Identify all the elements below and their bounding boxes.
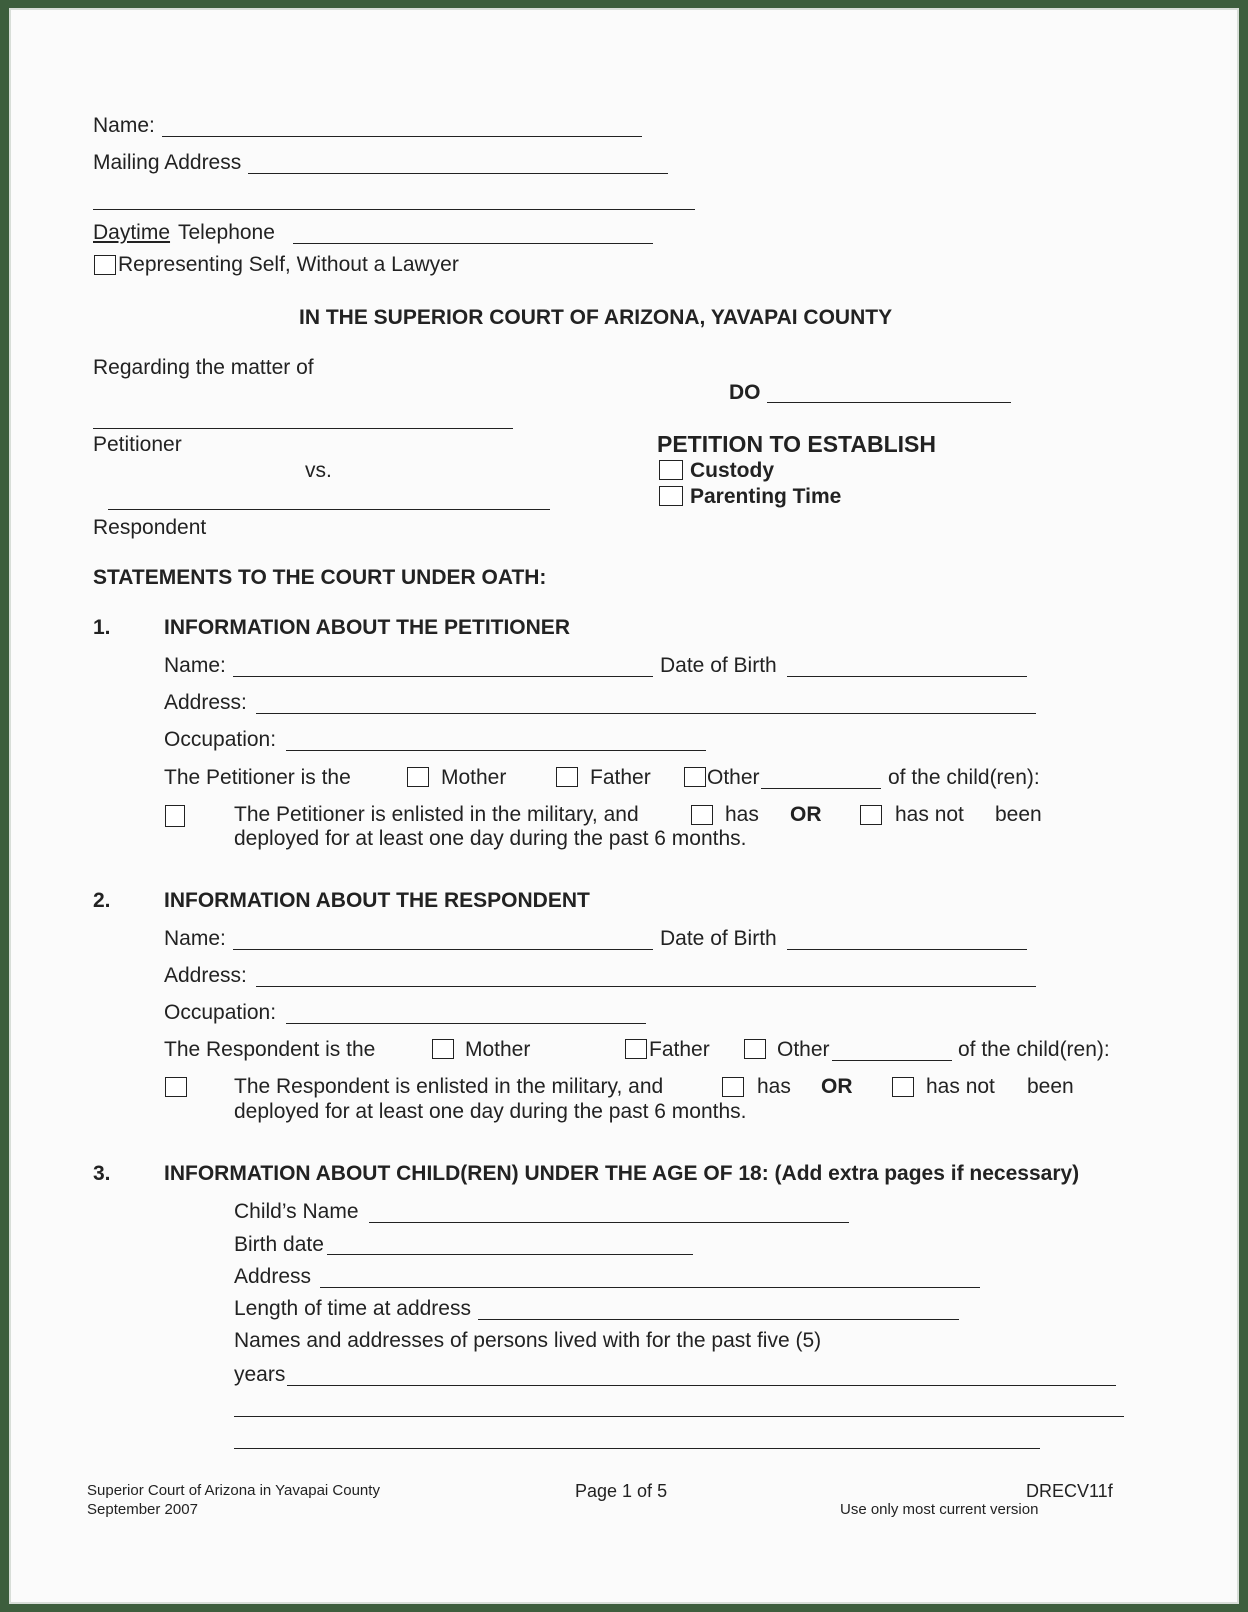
petitioner-been-label: been <box>995 803 1042 826</box>
footer-court: Superior Court of Arizona in Yavapai County <box>87 1482 380 1499</box>
child-address-input-line[interactable] <box>320 1287 980 1288</box>
daytime-label: Daytime <box>93 221 171 244</box>
petitioner-address-input-line[interactable] <box>256 713 1036 714</box>
respondent-name-input-line[interactable] <box>233 949 653 950</box>
child-birth-date-input-line[interactable] <box>327 1254 693 1255</box>
respondent-military-label: The Respondent is enlisted in the military, and <box>234 1075 664 1098</box>
respondent-father-checkbox[interactable] <box>625 1039 647 1059</box>
petitioner-military-label: The Petitioner is enlisted in the military, and <box>234 803 639 826</box>
footer-page-number: Page 1 of 5 <box>575 1481 668 1501</box>
case-number-input-line[interactable] <box>767 402 1011 403</box>
mailing-address-input-line[interactable] <box>248 173 668 174</box>
court-title: IN THE SUPERIOR COURT OF ARIZONA, YAVAPAI COUNTY <box>299 306 893 329</box>
years-input-line[interactable] <box>287 1385 1116 1386</box>
custody-checkbox[interactable] <box>659 460 683 480</box>
petitioner-father-checkbox[interactable] <box>556 767 578 787</box>
petitioner-military-checkbox[interactable] <box>165 805 185 827</box>
section3-number: 3. <box>93 1162 111 1185</box>
petitioner-is-the-label: The Petitioner is the <box>164 766 351 789</box>
petitioner-mother-checkbox[interactable] <box>407 767 429 787</box>
respondent-name-label: Name: <box>164 927 226 950</box>
respondent-has-not-label: has not <box>926 1075 995 1098</box>
respondent-address-label: Address: <box>164 964 247 987</box>
respondent-mother-label: Mother <box>465 1038 531 1061</box>
case-number-label: DO <box>729 381 761 404</box>
child-name-label: Child’s Name <box>234 1200 359 1223</box>
petitioner-dob-input-line[interactable] <box>787 676 1027 677</box>
footer-version-note: Use only most current version <box>840 1501 1039 1518</box>
petitioner-of-children-label: of the child(ren): <box>888 766 1040 789</box>
petitioner-name-label: Name: <box>164 654 226 677</box>
petitioner-other-input-line[interactable] <box>761 788 881 789</box>
respondent-dob-label: Date of Birth <box>660 927 777 950</box>
petition-title: PETITION TO ESTABLISH <box>657 431 936 457</box>
name-label: Name: <box>93 114 155 137</box>
section1-heading: INFORMATION ABOUT THE PETITIONER <box>164 616 570 639</box>
regarding-label: Regarding the matter of <box>93 356 314 379</box>
telephone-input-line[interactable] <box>293 243 653 244</box>
mailing-address-label: Mailing Address <box>93 151 242 174</box>
respondent-of-children-label: of the child(ren): <box>958 1038 1110 1061</box>
petitioner-has-label: has <box>725 803 759 826</box>
petitioner-father-label: Father <box>590 766 651 789</box>
respondent-occupation-input-line[interactable] <box>286 1023 646 1024</box>
respondent-father-label: Father <box>649 1038 710 1061</box>
respondent-caption-label: Respondent <box>93 516 207 539</box>
vs-label: vs. <box>305 459 332 482</box>
child-name-input-line[interactable] <box>369 1222 849 1223</box>
petitioner-or-label: OR <box>790 803 822 826</box>
child-address-label: Address <box>234 1265 312 1288</box>
petitioner-name-line[interactable] <box>93 428 513 429</box>
years-label: years <box>234 1363 286 1386</box>
petitioner-has-checkbox[interactable] <box>691 805 713 825</box>
footer-date: September 2007 <box>87 1501 198 1518</box>
respondent-other-input-line[interactable] <box>832 1060 952 1061</box>
respondent-has-label: has <box>757 1075 791 1098</box>
respondent-mother-checkbox[interactable] <box>432 1039 454 1059</box>
respondent-has-checkbox[interactable] <box>722 1077 744 1097</box>
respondent-occupation-label: Occupation: <box>164 1001 277 1024</box>
parenting-time-checkbox[interactable] <box>659 486 683 506</box>
length-at-address-input-line[interactable] <box>478 1319 959 1320</box>
section1-number: 1. <box>93 616 111 639</box>
petitioner-caption-label: Petitioner <box>93 433 182 456</box>
respondent-other-label: Other <box>777 1038 830 1061</box>
respondent-military-checkbox[interactable] <box>165 1077 187 1097</box>
petitioner-other-checkbox[interactable] <box>684 767 706 787</box>
petitioner-dob-label: Date of Birth <box>660 654 777 677</box>
respondent-deployed-label: deployed for at least one day during the past 6 months. <box>234 1100 747 1123</box>
respondent-has-not-checkbox[interactable] <box>892 1077 914 1097</box>
petitioner-other-label: Other <box>707 766 760 789</box>
telephone-label: Telephone <box>178 221 275 244</box>
names-addresses-label: Names and addresses of persons lived with for the past five (5) <box>234 1329 822 1352</box>
respondent-dob-input-line[interactable] <box>787 949 1027 950</box>
petitioner-occupation-input-line[interactable] <box>286 750 706 751</box>
petitioner-has-not-checkbox[interactable] <box>860 805 882 825</box>
child-birth-date-label: Birth date <box>234 1233 324 1256</box>
custody-label: Custody <box>690 459 774 482</box>
petitioner-deployed-label: deployed for at least one day during the past 6 months. <box>234 827 747 850</box>
respondent-address-input-line[interactable] <box>256 986 1036 987</box>
petitioner-occupation-label: Occupation: <box>164 728 277 751</box>
petitioner-has-not-label: has not <box>895 803 964 826</box>
petitioner-mother-label: Mother <box>441 766 507 789</box>
length-at-address-label: Length of time at address <box>234 1297 471 1320</box>
representing-self-checkbox[interactable] <box>94 255 116 275</box>
respondent-or-label: OR <box>821 1075 853 1098</box>
petitioner-address-label: Address: <box>164 691 247 714</box>
respondent-is-the-label: The Respondent is the <box>164 1038 376 1061</box>
respondent-been-label: been <box>1027 1075 1074 1098</box>
section3-heading: INFORMATION ABOUT CHILD(REN) UNDER THE AGE OF 18: (Add extra pages if necessary) <box>164 1162 1080 1185</box>
statements-heading: STATEMENTS TO THE COURT UNDER OATH: <box>93 566 547 589</box>
form-page <box>9 8 1239 1604</box>
persons-line-2[interactable] <box>234 1416 1124 1417</box>
representing-self-label: Representing Self, Without a Lawyer <box>118 253 459 276</box>
section2-number: 2. <box>93 889 111 912</box>
respondent-name-line[interactable] <box>108 509 550 510</box>
section2-heading: INFORMATION ABOUT THE RESPONDENT <box>164 889 590 912</box>
persons-line-3[interactable] <box>234 1448 1040 1449</box>
name-input-line[interactable] <box>162 136 642 137</box>
footer-form-id: DRECV11f <box>1026 1481 1113 1501</box>
parenting-time-label: Parenting Time <box>690 485 842 508</box>
petitioner-name-input-line[interactable] <box>233 676 653 677</box>
respondent-other-checkbox[interactable] <box>744 1039 766 1059</box>
mailing-address-line2[interactable] <box>93 209 695 210</box>
